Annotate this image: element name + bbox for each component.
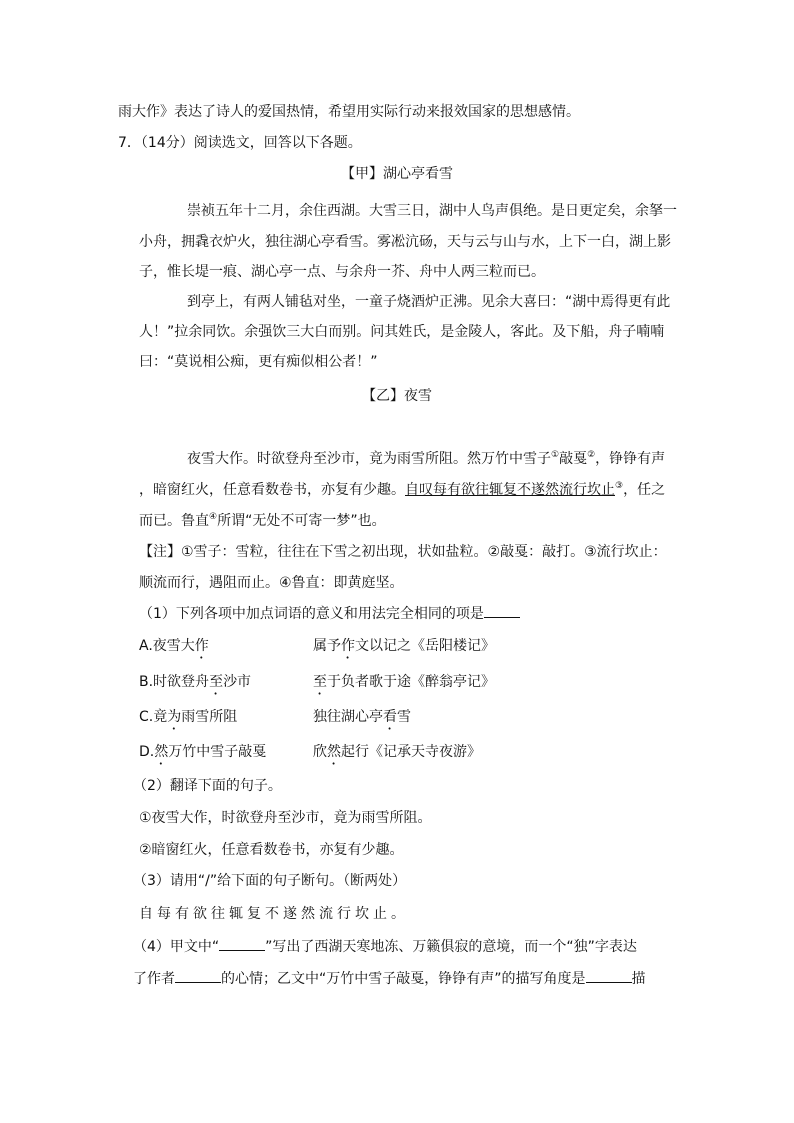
translate-sentence-1: ①夜雪大作，时欲登舟至沙市，竟为雨雪所阻。 — [139, 810, 432, 826]
option-d-left-pre: D. — [139, 744, 155, 760]
passage-jia-p1-line3: 子，惟长堤一痕、湖心亭一点、与余舟一芥、舟中人两三粒而已。 — [139, 264, 545, 280]
answer-blank-4a[interactable] — [219, 936, 265, 951]
passage-yi-line3-text: 而已。鲁直 — [139, 513, 209, 529]
passage-yi-line1-text: 夜雪大作。时欲登舟至沙市，竟为雨雪所阻。然万竹中雪子 — [187, 451, 551, 467]
option-c-left-dotted: 为 — [167, 709, 182, 725]
translate-sentence-2: ②暗窗红火，任意看数卷书，亦复有少趣。 — [139, 842, 404, 858]
subquestion-4-line1 — [133, 936, 637, 957]
answer-blank-4c[interactable] — [586, 968, 632, 983]
option-b-right — [313, 672, 495, 698]
passage-jia-p2-line1: 到亭上，有两人铺毡对坐，一童子烧酒炉正沸。见余大喜曰：“湖中焉得更有此 — [187, 294, 671, 310]
option-c-right-pre: 独往湖心亭 — [313, 709, 383, 725]
option-b-right-post: 于负者歌于途《醉翁亭记》 — [327, 674, 495, 690]
option-b-left-post: 沙市 — [223, 674, 252, 690]
passage-jia-p1-line1: 崇祯五年十二月，余住西湖。大雪三日，湖中人鸟声俱绝。是日更定矣，余拏一 — [187, 203, 677, 219]
footnote-marker-4: ④ — [209, 512, 218, 522]
footnote-marker-1: ① — [551, 450, 560, 460]
passage-yi-line1-end: ，铮铮有声 — [595, 451, 666, 467]
passage-yi-line2-end: ，任之 — [623, 482, 666, 498]
option-c-right-post: 雪 — [397, 709, 411, 725]
subquestion-4-text-b: ”写出了西湖天寒地冻、万籁俱寂的意境，而一个“独”字表达 — [265, 939, 637, 955]
option-c-left-post: 雨雪所阻 — [181, 709, 238, 725]
passage-jia-title: 【甲】湖心亭看雪 — [341, 166, 453, 182]
passage-yi-line2 — [139, 480, 665, 500]
answer-blank-1[interactable] — [484, 603, 520, 618]
passage-yi-line1 — [187, 449, 665, 469]
option-d-left-dotted: 然 — [154, 744, 169, 760]
passage-yi-line2-text: ，暗窗红火，任意看数卷书，亦复有少趣。 — [139, 482, 405, 498]
option-b-right-dotted: 至 — [313, 674, 327, 690]
option-a-left — [139, 636, 209, 662]
option-d-left — [139, 742, 266, 768]
answer-blank-4b[interactable] — [175, 968, 221, 983]
option-a-right-dotted: 作 — [341, 638, 355, 654]
subquestion-4-text-a: （4）甲文中“ — [133, 939, 220, 955]
option-a-right — [313, 636, 495, 662]
passage-jia-p2-line2: 人！”拉余同饮。余强饮三大白而别。问其姓氏，是金陵人，客此。及下船，舟子喃喃 — [139, 324, 665, 340]
option-a-right-pre: 属予 — [313, 638, 341, 654]
subquestion-4-text-c: 了作者 — [133, 971, 175, 987]
subquestion-2: （2）翻译下面的句子。 — [133, 778, 282, 794]
option-d-right-post: 起行《记承天寺夜游》 — [341, 744, 481, 760]
option-d-right — [313, 742, 481, 768]
passage-yi-line3 — [139, 511, 386, 531]
option-a-right-post: 文以记之《岳阳楼记》 — [355, 638, 495, 654]
option-d-right-pre: 欣 — [313, 744, 327, 760]
option-c-left — [139, 707, 237, 733]
option-d-left-post: 万竹中雪子敲戛 — [168, 744, 267, 760]
subquestion-4-text-e: 描 — [631, 971, 646, 987]
prev-answer-line: 雨大作》表达了诗人的爱国热情，希望用实际行动来报效国家的思想感情。 — [118, 104, 580, 120]
question-7-heading: 7．（14分）阅读选文，回答以下各题。 — [118, 135, 362, 151]
option-d-right-dotted: 然 — [327, 744, 341, 760]
footnote-marker-3: ③ — [615, 481, 624, 491]
passage-yi-line3-end: 所谓“无处不可寄一梦”也。 — [217, 513, 386, 529]
option-c-right-dotted: 看 — [383, 709, 397, 725]
annotation-line1: 【注】①雪子：雪粒，往往在下雪之初出现，状如盐粒。②敲戛：敲打。③流行坎止： — [139, 544, 667, 560]
option-b-left-pre: B.时欲登舟 — [139, 674, 210, 690]
option-a-left-pre: A.夜雪大 — [139, 638, 195, 654]
subquestion-4-line2 — [133, 968, 646, 989]
option-b-left-dotted: 至 — [209, 674, 224, 690]
punctuation-sentence: 自每有欲往辄复不遂然流行坎止。 — [139, 906, 409, 922]
footnote-marker-2: ② — [587, 450, 596, 460]
option-c-right — [313, 707, 411, 733]
option-b-left — [139, 672, 251, 698]
option-c-left-pre: C.竟 — [139, 709, 168, 725]
subquestion-4-text-d: 的心情；乙文中“万竹中雪子敲戛，铮铮有声”的描写角度是 — [221, 971, 586, 987]
underlined-sentence: 自叹每有欲往辄复不遂然流行坎止 — [405, 482, 615, 498]
passage-jia-p1-line2: 小舟，拥毳衣炉火，独往湖心亭看雪。雾凇沆砀，天与云与山与水，上下一白，湖上影 — [139, 234, 671, 250]
annotation-line2: 顺流而行，遇阻而止。④鲁直：即黄庭坚。 — [139, 575, 404, 591]
subquestion-3: （3）请用“/”给下面的句子断句。（断两处） — [133, 873, 407, 889]
subquestion-1 — [139, 603, 520, 624]
passage-yi-title: 【乙】夜雪 — [362, 388, 432, 404]
passage-jia-p2-line3: 曰：“莫说相公痴，更有痴似相公者！” — [139, 354, 378, 370]
option-a-left-dotted: 作 — [194, 638, 209, 654]
passage-yi-line1-word: 敲戛 — [559, 451, 588, 467]
subquestion-1-text: （1）下列各项中加点词语的意义和用法完全相同的项是 — [139, 606, 484, 622]
